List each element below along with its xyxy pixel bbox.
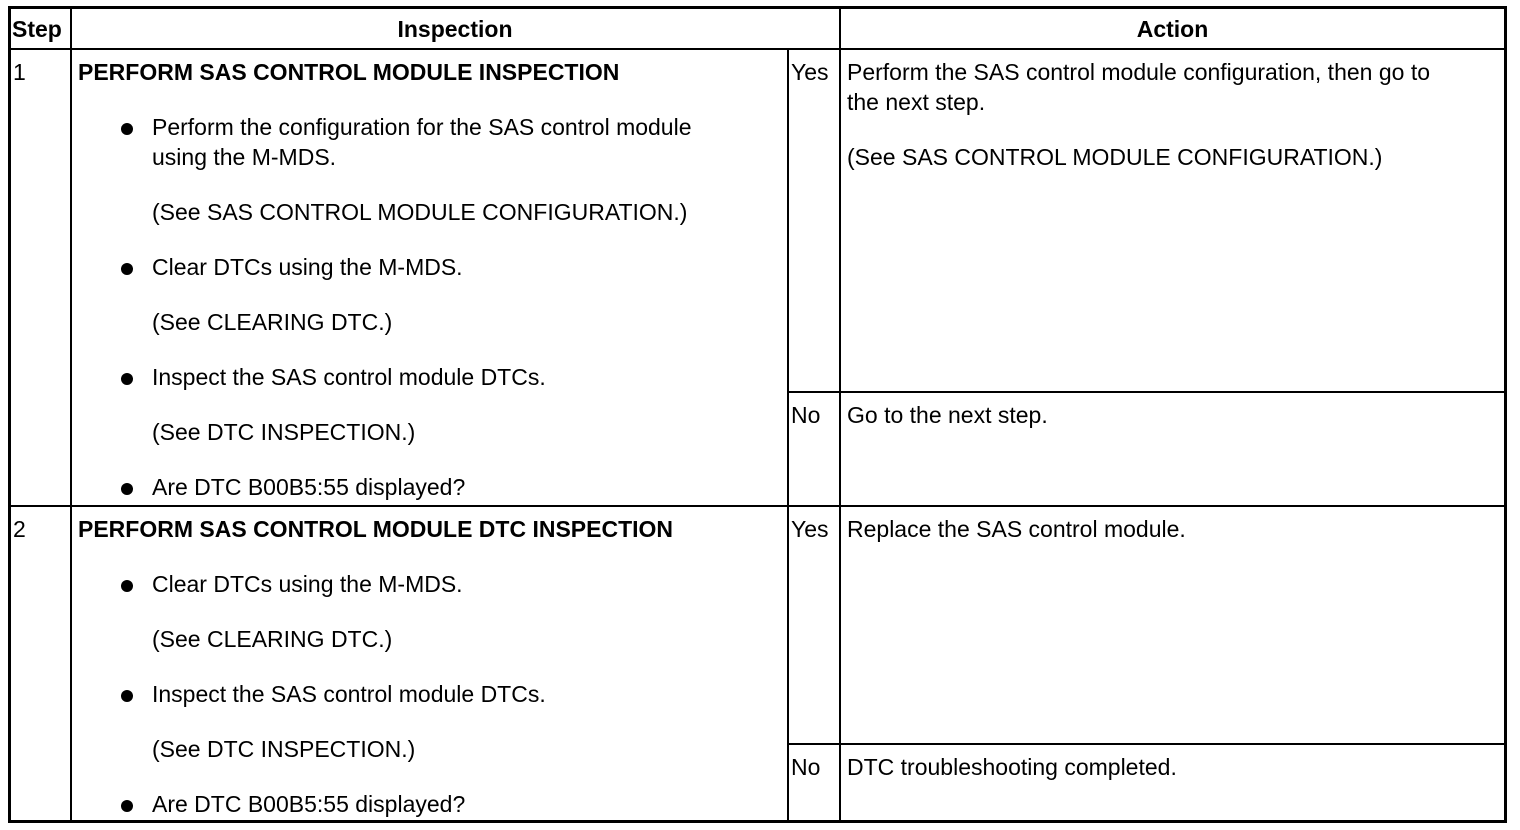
inspection-item-reference: (See SAS CONTROL MODULE CONFIGURATION.) <box>152 199 688 225</box>
yes-label: Yes <box>791 516 829 542</box>
inspection-item-reference: (See DTC INSPECTION.) <box>152 419 416 445</box>
yes-no-divider-2 <box>787 743 1504 745</box>
bullet-icon <box>121 580 133 592</box>
row-divider <box>11 505 1504 507</box>
yes-no-column-divider <box>787 48 789 820</box>
step-title: PERFORM SAS CONTROL MODULE DTC INSPECTION <box>78 516 674 542</box>
bullet-icon <box>121 373 133 385</box>
no-label: No <box>791 402 821 428</box>
inspection-item-text: Clear DTCs using the M-MDS. <box>152 571 463 597</box>
inspection-column-divider <box>839 9 841 820</box>
step-column-divider <box>70 9 72 820</box>
bullet-icon <box>121 690 133 702</box>
inspection-item-text: Are DTC B00B5:55 displayed? <box>152 791 466 817</box>
yes-action-text: the next step. <box>847 89 986 115</box>
inspection-item-reference: (See DTC INSPECTION.) <box>152 736 416 762</box>
bullet-icon <box>121 483 133 495</box>
header-action: Action <box>1136 16 1209 42</box>
inspection-item-text: Inspect the SAS control module DTCs. <box>152 681 546 707</box>
inspection-item-text: Inspect the SAS control module DTCs. <box>152 364 546 390</box>
yes-no-divider-1 <box>787 391 1504 393</box>
inspection-table <box>8 6 1507 823</box>
no-action-text: Go to the next step. <box>847 402 1048 428</box>
header-divider <box>11 48 1504 50</box>
bullet-icon <box>121 263 133 275</box>
inspection-item-reference: (See CLEARING DTC.) <box>152 309 393 335</box>
inspection-item-reference: (See CLEARING DTC.) <box>152 626 393 652</box>
bullet-icon <box>121 123 133 135</box>
header-inspection: Inspection <box>397 16 513 42</box>
no-action-text: DTC troubleshooting completed. <box>847 754 1177 780</box>
header-step: Step <box>12 16 62 42</box>
yes-action-text: Perform the SAS control module configuration, then go to <box>847 59 1430 85</box>
inspection-item-text: using the M-MDS. <box>152 144 337 170</box>
inspection-item-text: Clear DTCs using the M-MDS. <box>152 254 463 280</box>
yes-action-reference: (See SAS CONTROL MODULE CONFIGURATION.) <box>847 144 1383 170</box>
yes-label: Yes <box>791 59 829 85</box>
step-title: PERFORM SAS CONTROL MODULE INSPECTION <box>78 59 620 85</box>
step-number: 1 <box>13 59 26 85</box>
step-number: 2 <box>13 516 26 542</box>
bullet-icon <box>121 800 133 812</box>
inspection-item-text: Perform the configuration for the SAS control module <box>152 114 692 140</box>
no-label: No <box>791 754 821 780</box>
inspection-item-text: Are DTC B00B5:55 displayed? <box>152 474 466 500</box>
yes-action-text: Replace the SAS control module. <box>847 516 1186 542</box>
